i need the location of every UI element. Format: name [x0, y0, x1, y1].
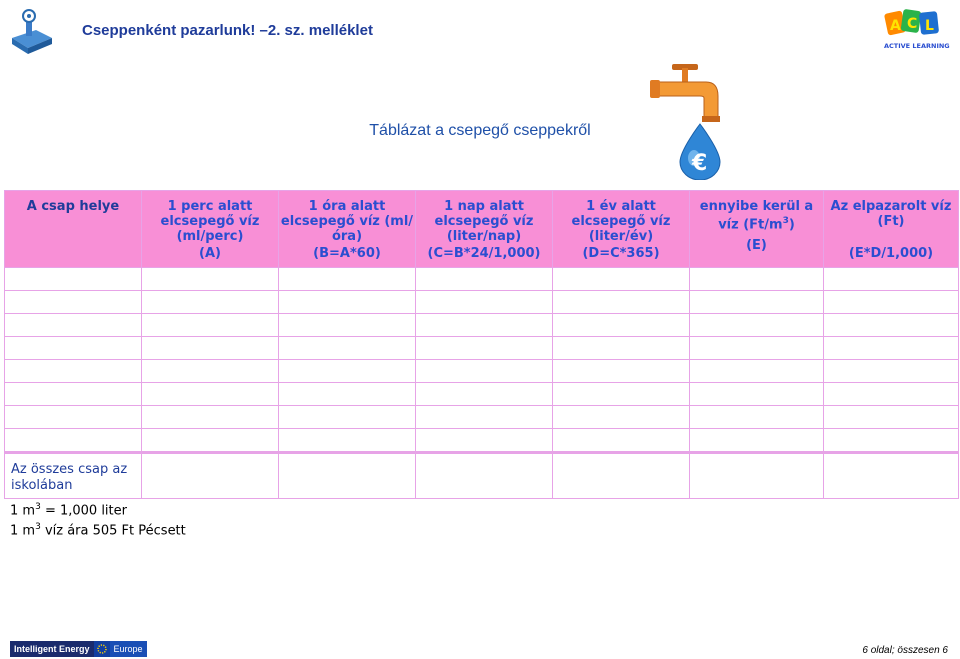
note-price: 1 $m^3$ víz ára 505 Ft Pécsett — [10, 522, 186, 539]
table-cell[interactable] — [824, 360, 959, 383]
table-row — [5, 429, 959, 453]
intelligent-energy-europe-logo — [10, 641, 147, 657]
eu-flag-icon — [94, 641, 110, 657]
svg-text:€: € — [692, 151, 708, 176]
table-cell[interactable] — [690, 406, 824, 429]
column-label: 1 nap alatt elcsepegő víz (liter/nap) — [434, 199, 534, 244]
svg-text:A: A — [890, 18, 901, 34]
table-cell[interactable] — [690, 268, 824, 291]
table-cell[interactable] — [553, 314, 690, 337]
table-cell[interactable] — [142, 314, 279, 337]
document-title: Táblázat a csepegő cseppekről — [369, 122, 591, 139]
table-cell[interactable] — [279, 314, 416, 337]
table-row — [5, 360, 959, 383]
table-row — [5, 383, 959, 406]
table-cell[interactable] — [142, 360, 279, 383]
table-cell[interactable] — [5, 360, 142, 383]
table-cell[interactable] — [5, 429, 142, 453]
table-cell[interactable] — [824, 268, 959, 291]
table-cell[interactable] — [279, 337, 416, 360]
table-cell[interactable] — [5, 291, 142, 314]
column-header-per-minute — [142, 191, 279, 268]
table-cell[interactable] — [416, 360, 553, 383]
table-cell[interactable] — [142, 406, 279, 429]
logo-text-right: Europe — [110, 641, 147, 657]
water-tap-logo-icon — [10, 8, 54, 59]
table-cell[interactable] — [142, 291, 279, 314]
summary-label: Az összes csap az iskolában — [5, 453, 142, 499]
table-row — [5, 268, 959, 291]
column-header-water-price — [690, 191, 824, 268]
table-cell[interactable] — [5, 314, 142, 337]
table-cell[interactable] — [553, 268, 690, 291]
table-cell[interactable] — [553, 429, 690, 453]
column-formula: (E) — [746, 238, 767, 253]
table-cell[interactable] — [5, 406, 142, 429]
table-row — [5, 314, 959, 337]
table-cell[interactable] — [824, 337, 959, 360]
table-row — [5, 291, 959, 314]
table-cell[interactable] — [142, 268, 279, 291]
table-header-row — [5, 191, 959, 268]
page-number: 6 oldal; összesen 6 — [862, 645, 948, 656]
water-drip-table — [4, 190, 959, 499]
table-cell[interactable] — [416, 291, 553, 314]
table-cell[interactable] — [416, 268, 553, 291]
table-cell[interactable] — [690, 453, 824, 499]
table-cell[interactable] — [553, 383, 690, 406]
column-label: 1 perc alatt elcsepegő víz (ml/perc) — [160, 199, 260, 244]
table-cell[interactable] — [279, 268, 416, 291]
table-cell[interactable] — [279, 453, 416, 499]
svg-text:L: L — [925, 18, 934, 34]
table-cell[interactable] — [279, 429, 416, 453]
summary-row — [5, 453, 959, 499]
column-formula: (D=C*365) — [582, 246, 660, 261]
table-cell[interactable] — [5, 268, 142, 291]
table-cell[interactable] — [690, 429, 824, 453]
column-header-per-day — [416, 191, 553, 268]
table-cell[interactable] — [142, 453, 279, 499]
table-cell[interactable] — [824, 429, 959, 453]
table-cell[interactable] — [690, 314, 824, 337]
active-learning-logo — [882, 6, 950, 57]
svg-text:C: C — [907, 16, 918, 32]
column-label: A csap helye — [26, 199, 120, 214]
table-cell[interactable] — [553, 337, 690, 360]
active-learning-text: ACTIVE LEARNING — [884, 42, 950, 50]
table-cell[interactable] — [416, 406, 553, 429]
column-label: 1 óra alatt elcsepegő víz (ml/óra) — [280, 199, 414, 244]
table-cell[interactable] — [5, 383, 142, 406]
column-header-wasted-cost — [824, 191, 959, 268]
table-cell[interactable] — [553, 360, 690, 383]
column-formula: (C=B*24/1,000) — [427, 246, 541, 261]
column-label: Az elpazarolt víz (Ft) — [830, 199, 952, 229]
table-cell[interactable] — [5, 337, 142, 360]
column-header-location — [5, 191, 142, 268]
table-cell[interactable] — [553, 291, 690, 314]
table-cell[interactable] — [553, 406, 690, 429]
table-cell[interactable] — [690, 383, 824, 406]
table-cell[interactable] — [416, 429, 553, 453]
table-cell[interactable] — [416, 314, 553, 337]
table-cell[interactable] — [690, 337, 824, 360]
table-cell[interactable] — [416, 337, 553, 360]
table-cell[interactable] — [279, 291, 416, 314]
table-cell[interactable] — [416, 383, 553, 406]
note-volume: 1 $m^3 = 1,000$ liter — [10, 502, 127, 519]
column-label: ennyibe kerül a víz $(Ft/m^3)$ — [699, 199, 814, 233]
table-cell[interactable] — [279, 383, 416, 406]
table-cell[interactable] — [824, 383, 959, 406]
table-cell[interactable] — [142, 383, 279, 406]
column-formula: (B=A*60) — [313, 246, 381, 261]
table-cell[interactable] — [279, 406, 416, 429]
table-row — [5, 337, 959, 360]
logo-text-left: Intelligent Energy — [10, 641, 94, 657]
table-cell[interactable] — [279, 360, 416, 383]
column-formula: (A) — [199, 246, 221, 261]
unit-notes — [10, 499, 186, 540]
table-cell[interactable] — [824, 291, 959, 314]
table-cell[interactable] — [690, 360, 824, 383]
header-title: Cseppenként pazarlunk! –2. sz. melléklet — [82, 22, 373, 39]
column-header-per-year — [553, 191, 690, 268]
table-cell[interactable] — [824, 453, 959, 499]
table-cell[interactable] — [824, 406, 959, 429]
table-cell[interactable] — [416, 453, 553, 499]
table-cell[interactable] — [142, 429, 279, 453]
column-label: 1 év alatt elcsepegő víz (liter/év) — [571, 199, 671, 244]
table-cell[interactable] — [553, 453, 690, 499]
column-header-per-hour — [279, 191, 416, 268]
table-cell[interactable] — [142, 337, 279, 360]
table-row — [5, 406, 959, 429]
table-cell[interactable] — [690, 291, 824, 314]
column-formula: (E*D/1,000) — [848, 246, 934, 261]
table-cell[interactable] — [824, 314, 959, 337]
